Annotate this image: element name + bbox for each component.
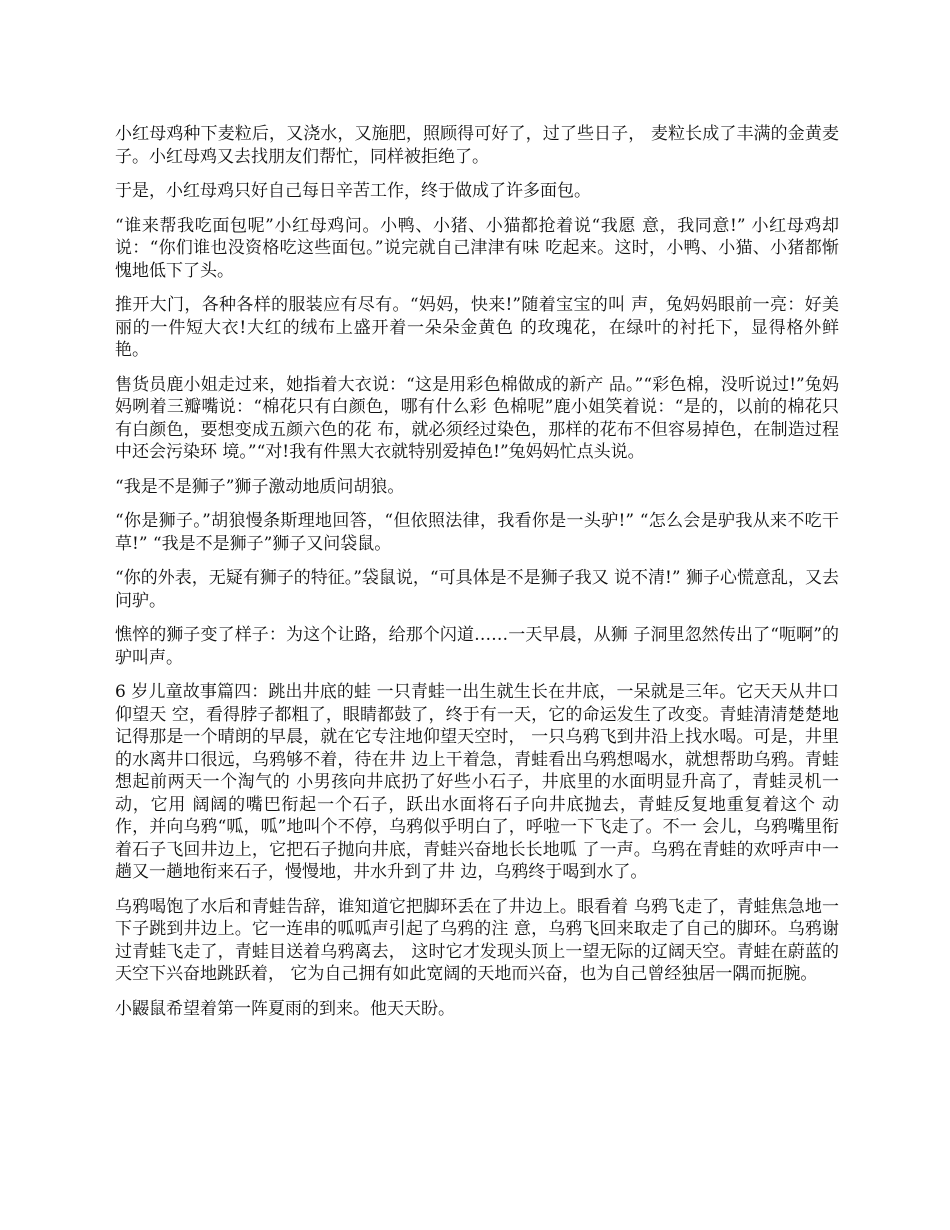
paragraph-5: 售货员鹿小姐走过来，她指着大衣说：“这是用彩色棉做成的新产 品。”“彩色棉，没听说过!”兔妈妈咧着三瓣嘴说：“棉花只有白颜色，哪有什么彩 色棉呢”鹿小姐笑着说：“是的，以前的棉花只有白颜色，要想变成五颜六色的花 布，就必须经过染色，那样的花布不但容易掉色，在制造过程中还会污染环 境。”“对!我有件黑大衣就特别爱掉色!”兔妈妈忙点头说。 — [115, 374, 839, 462]
paragraph-6: “我是不是狮子”狮子激动地质问胡狼。 — [115, 476, 405, 497]
paragraph-9: 憔悴的狮子变了样子：为这个让路，给那个闪道……一天早晨，从狮 子洞里忽然传出了“呃啊”的驴叫声。 — [115, 625, 839, 668]
paragraph-8: “你的外表，无疑有狮子的特征。”袋鼠说，“可具体是不是狮子我又 说不清!” 狮子心慌意乱，又去问驴。 — [115, 568, 839, 611]
paragraph-4: 推开大门，各种各样的服装应有尽有。“妈妈，快来!”随着宝宝的叫 声，兔妈妈眼前一亮：好美丽的一件短大衣!大红的绒布上盛开着一朵朵金黄色 的玫瑰花，在绿叶的衬托下，显得格外鲜艳。 — [115, 295, 839, 360]
paragraph-12: 小鼹鼠希望着第一阵夏雨的到来。他天天盼。 — [115, 998, 455, 1019]
paragraph-1: 小红母鸡种下麦粒后，又浇水，又施肥，照顾得可好了，过了些日子， 麦粒长成了丰满的金黄麦子。小红母鸡又去找朋友们帮忙，同样被拒绝了。 — [115, 124, 839, 167]
document-body — [115, 123, 839, 1032]
paragraph-7: “你是狮子。”胡狼慢条斯理地回答，“但依照法律，我看你是一头驴!” “怎么会是驴我从来不吃干草!” “我是不是狮子”狮子又问袋鼠。 — [115, 511, 839, 554]
paragraph-10: 6 岁儿童故事篇四：跳出井底的蛙 一只青蛙一出生就生长在井底，一呆就是三年。它天天从井口仰望天 空，看得脖子都粗了，眼睛都鼓了，终于有一天，它的命运发生了改变。青蛙清清楚楚地记得那是一个晴朗的早晨，就在它专注地仰望天空时， 一只乌鸦飞到井沿上找水喝。可是，井里的水离井口很远，乌鸦够不着，待在井 边上干着急，青蛙看出乌鸦想喝水，就想帮助乌鸦。青蛙想起前两天一个淘气的 小男孩向井底扔了好些小石子，井底里的水面明显升高了，青蛙灵机一动，它用 阔阔的嘴巴衔起一个石子，跃出水面将石子向井底抛去，青蛙反复地重复着这个 动作，并向乌鸦“呱，呱”地叫个不停，乌鸦似乎明白了，呼啦一下飞走了。不一 会儿，乌鸦嘴里衔着石子飞回井边上，它把石子抛向井底，青蛙兴奋地长长地呱 了一声。乌鸦在青蛙的欢呼声中一趟又一趟地衔来石子，慢慢地，井水升到了井 边，乌鸦终于喝到水了。 — [115, 682, 839, 882]
paragraph-11: 乌鸦喝饱了水后和青蛙告辞，谁知道它把脚环丢在了井边上。眼看着 乌鸦飞走了，青蛙焦急地一下子跳到井边上。它一连串的呱呱声引起了乌鸦的注 意，乌鸦飞回来取走了自己的脚环。乌鸦谢过青蛙飞走了，青蛙目送着乌鸦离去， 这时它才发现头顶上一望无际的辽阔天空。青蛙在蔚蓝的天空下兴奋地跳跃着， 它为自己拥有如此宽阔的天地而兴奋，也为自己曾经独居一隅而扼腕。 — [115, 896, 839, 984]
paragraph-2: 于是，小红母鸡只好自己每日辛苦工作，终于做成了许多面包。 — [115, 181, 591, 201]
paragraph-3: “谁来帮我吃面包呢”小红母鸡问。小鸭、小猪、小猫都抢着说“我愿 意，我同意!” 小红母鸡却说：“你们谁也没资格吃这些面包。”说完就自己津津有味 吃起来。这时，小鸭、小猫、小猪都惭愧地低下了头。 — [115, 215, 839, 281]
